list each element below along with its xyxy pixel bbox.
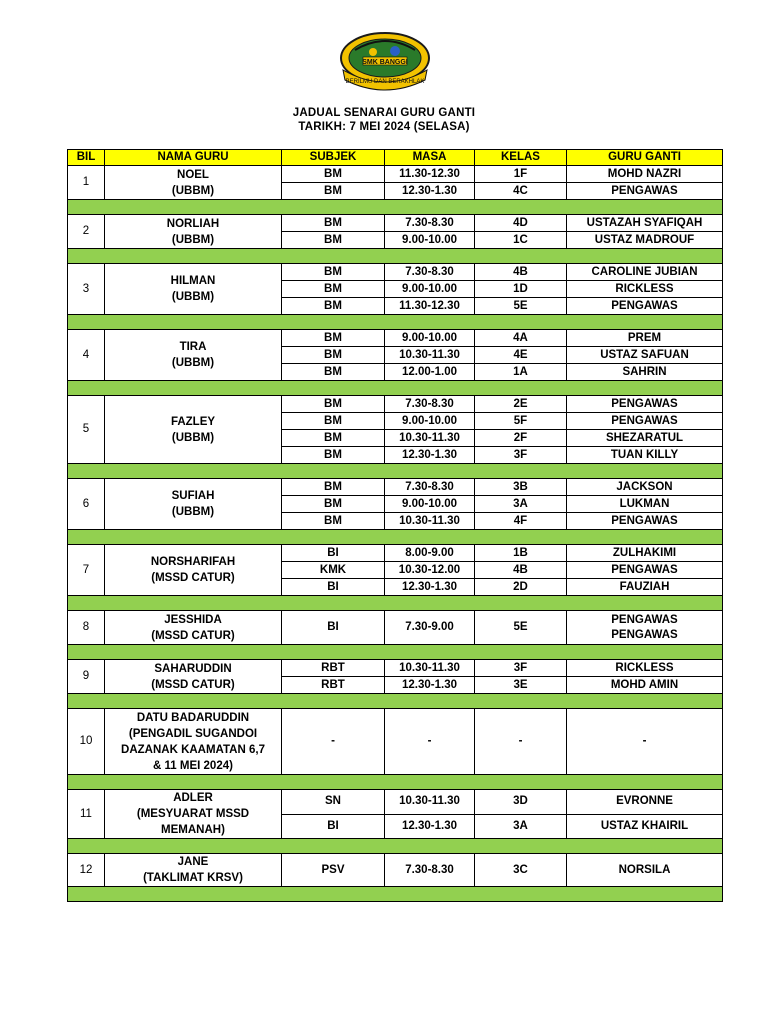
- time-cell: 7.30-8.30: [385, 854, 475, 887]
- subject-cell: BM: [282, 364, 385, 381]
- time-cell: 10.30-11.30: [385, 347, 475, 364]
- table-row: [68, 215, 723, 232]
- bil-cell: 7: [68, 545, 105, 596]
- relief-teacher-cell: USTAZ MADROUF: [567, 232, 723, 249]
- relief-teacher-cell: MOHD NAZRI: [567, 166, 723, 183]
- separator-row: [68, 200, 723, 215]
- relief-teacher-cell: -: [567, 709, 723, 775]
- table-row: [68, 545, 723, 562]
- separator-row: [68, 596, 723, 611]
- separator-cell: [68, 249, 723, 264]
- separator-cell: [68, 200, 723, 215]
- time-cell: 10.30-12.00: [385, 562, 475, 579]
- class-cell: 3C: [475, 854, 567, 887]
- teacher-name-line: (TAKLIMAT KRSV): [143, 872, 243, 884]
- teacher-name-line: FAZLEY: [170, 415, 216, 428]
- separator-row: [68, 694, 723, 709]
- teacher-name-line: MEMANAH): [161, 824, 225, 836]
- time-cell: 12.30-1.30: [385, 447, 475, 464]
- logo-school-name: SMK BANGGI: [362, 59, 408, 66]
- teacher-name-line: JANE: [177, 856, 209, 868]
- teacher-name-line: (UBBM): [171, 357, 215, 369]
- relief-teacher-line: PENGAWAS: [611, 628, 678, 641]
- time-cell: 7.30-8.30: [385, 215, 475, 232]
- time-cell: 9.00-10.00: [385, 413, 475, 430]
- header-row: [68, 150, 723, 166]
- relief-teacher-cell: PENGAWAS: [567, 396, 723, 413]
- class-cell: 1F: [475, 166, 567, 183]
- class-cell: 3F: [475, 660, 567, 677]
- teacher-name-cell: [105, 611, 282, 645]
- relief-teacher-cell: [567, 611, 723, 645]
- subject-cell: BM: [282, 298, 385, 315]
- time-cell: -: [385, 709, 475, 775]
- col-header-masa: MASA: [385, 150, 475, 166]
- teacher-name-line: DAZANAK KAAMATAN 6,7: [121, 743, 265, 756]
- date-line: TARIKH: 7 MEI 2024 (SELASA): [298, 121, 470, 133]
- separator-row: [68, 530, 723, 545]
- subject-cell: BM: [282, 183, 385, 200]
- separator-cell: [68, 839, 723, 854]
- class-cell: 4D: [475, 215, 567, 232]
- time-cell: 12.30-1.30: [385, 677, 475, 694]
- subject-cell: RBT: [282, 677, 385, 694]
- subject-cell: BM: [282, 347, 385, 364]
- time-cell: 9.00-10.00: [385, 232, 475, 249]
- separator-cell: [68, 775, 723, 790]
- separator-row: [68, 381, 723, 396]
- class-cell: 5E: [475, 298, 567, 315]
- class-cell: 2D: [475, 579, 567, 596]
- class-cell: 4B: [475, 264, 567, 281]
- subject-cell: BM: [282, 496, 385, 513]
- table-row: [68, 330, 723, 347]
- class-cell: -: [475, 709, 567, 775]
- teacher-name-line: TIRA: [179, 341, 207, 353]
- time-cell: 8.00-9.00: [385, 545, 475, 562]
- relief-teacher-cell: JACKSON: [567, 479, 723, 496]
- relief-teacher-cell: EVRONNE: [567, 790, 723, 815]
- subject-cell: BM: [282, 330, 385, 347]
- bil-cell: 5: [68, 396, 105, 464]
- table-row: [68, 660, 723, 677]
- relief-teacher-cell: PENGAWAS: [567, 413, 723, 430]
- separator-cell: [68, 887, 723, 902]
- teacher-name-cell: [105, 854, 282, 887]
- teacher-name-line: SUFIAH: [171, 490, 215, 502]
- page-title: JADUAL SENARAI GURU GANTI: [292, 107, 476, 119]
- table-row: [68, 611, 723, 645]
- subject-cell: BM: [282, 430, 385, 447]
- relief-teacher-cell: SAHRIN: [567, 364, 723, 381]
- teacher-name-cell: [105, 166, 282, 200]
- teacher-name-line: (UBBM): [171, 233, 215, 246]
- teacher-name-line: HILMAN: [170, 275, 216, 287]
- separator-cell: [68, 381, 723, 396]
- teacher-name-line: ADLER: [173, 792, 213, 804]
- teacher-name-cell: [105, 709, 282, 775]
- col-header-nama-guru: NAMA GURU: [105, 150, 282, 166]
- teacher-name-line: (PENGADIL SUGANDOI: [128, 727, 258, 740]
- teacher-name-line: NORSHARIFAH: [150, 556, 236, 568]
- subject-cell: KMK: [282, 562, 385, 579]
- teacher-name-line: (MSSD CATUR): [151, 678, 235, 691]
- time-cell: 12.30-1.30: [385, 183, 475, 200]
- separator-cell: [68, 315, 723, 330]
- teacher-name-line: NOEL: [177, 168, 209, 181]
- relief-teacher-cell: ZULHAKIMI: [567, 545, 723, 562]
- class-cell: 3A: [475, 496, 567, 513]
- separator-cell: [68, 530, 723, 545]
- relief-teacher-cell: PENGAWAS: [567, 183, 723, 200]
- time-cell: 10.30-11.30: [385, 513, 475, 530]
- teacher-name-line: DATU BADARUDDIN: [136, 711, 250, 724]
- subject-cell: BI: [282, 579, 385, 596]
- time-cell: 7.30-9.00: [385, 611, 475, 645]
- bil-cell: 6: [68, 479, 105, 530]
- class-cell: 4A: [475, 330, 567, 347]
- subject-cell: -: [282, 709, 385, 775]
- teacher-name-cell: [105, 660, 282, 694]
- bil-cell: 3: [68, 264, 105, 315]
- relief-teacher-cell: NORSILA: [567, 854, 723, 887]
- relief-teacher-cell: SHEZARATUL: [567, 430, 723, 447]
- col-header-kelas: KELAS: [475, 150, 567, 166]
- subject-cell: BM: [282, 264, 385, 281]
- table-row: [68, 264, 723, 281]
- logo-motto: BERILMU DAN BERAKHLAK: [345, 79, 425, 85]
- class-cell: 1C: [475, 232, 567, 249]
- subject-cell: BM: [282, 215, 385, 232]
- bil-cell: 11: [68, 790, 105, 839]
- separator-cell: [68, 464, 723, 479]
- class-cell: 5F: [475, 413, 567, 430]
- time-cell: 11.30-12.30: [385, 166, 475, 183]
- time-cell: 9.00-10.00: [385, 281, 475, 298]
- class-cell: 3D: [475, 790, 567, 815]
- subject-cell: BM: [282, 413, 385, 430]
- subject-cell: BI: [282, 611, 385, 645]
- teacher-name-cell: [105, 330, 282, 381]
- time-cell: 12.30-1.30: [385, 814, 475, 839]
- class-cell: 2F: [475, 430, 567, 447]
- separator-cell: [68, 694, 723, 709]
- teacher-name-line: SAHARUDDIN: [154, 662, 232, 675]
- time-cell: 7.30-8.30: [385, 396, 475, 413]
- relief-teacher-line: PENGAWAS: [611, 613, 678, 626]
- time-cell: 10.30-11.30: [385, 790, 475, 815]
- col-header-guru-ganti: GURU GANTI: [567, 150, 723, 166]
- class-cell: 4F: [475, 513, 567, 530]
- subject-cell: BM: [282, 232, 385, 249]
- bil-cell: 10: [68, 709, 105, 775]
- time-cell: 11.30-12.30: [385, 298, 475, 315]
- teacher-name-cell: [105, 545, 282, 596]
- teacher-name-cell: [105, 215, 282, 249]
- class-cell: 3E: [475, 677, 567, 694]
- relief-teacher-cell: PENGAWAS: [567, 513, 723, 530]
- bil-cell: 9: [68, 660, 105, 694]
- class-cell: 4B: [475, 562, 567, 579]
- time-cell: 12.00-1.00: [385, 364, 475, 381]
- subject-cell: RBT: [282, 660, 385, 677]
- table-row: [68, 166, 723, 183]
- teacher-name-line: JESSHIDA: [164, 613, 222, 626]
- relief-teacher-cell: RICKLESS: [567, 281, 723, 298]
- time-cell: 7.30-8.30: [385, 264, 475, 281]
- class-cell: 3B: [475, 479, 567, 496]
- separator-row: [68, 315, 723, 330]
- school-logo: [337, 30, 433, 92]
- relief-teacher-cell: LUKMAN: [567, 496, 723, 513]
- relief-teacher-cell: PREM: [567, 330, 723, 347]
- class-cell: 5E: [475, 611, 567, 645]
- relief-teacher-cell: CAROLINE JUBIAN: [567, 264, 723, 281]
- relief-teacher-cell: RICKLESS: [567, 660, 723, 677]
- time-cell: 12.30-1.30: [385, 579, 475, 596]
- subject-cell: BM: [282, 166, 385, 183]
- time-cell: 10.30-11.30: [385, 660, 475, 677]
- teacher-name-line: (MSSD CATUR): [151, 629, 235, 642]
- relief-teacher-cell: PENGAWAS: [567, 298, 723, 315]
- time-cell: 10.30-11.30: [385, 430, 475, 447]
- teacher-name-cell: [105, 264, 282, 315]
- table-row: [68, 396, 723, 413]
- class-cell: 1D: [475, 281, 567, 298]
- table-body: [68, 166, 723, 902]
- subject-cell: BM: [282, 447, 385, 464]
- table-row: [68, 854, 723, 887]
- relief-teacher-cell: USTAZ SAFUAN: [567, 347, 723, 364]
- class-cell: 3F: [475, 447, 567, 464]
- subject-cell: PSV: [282, 854, 385, 887]
- subject-cell: BM: [282, 281, 385, 298]
- class-cell: 1B: [475, 545, 567, 562]
- table-row: [68, 790, 723, 815]
- teacher-name-line: (UBBM): [171, 431, 215, 444]
- class-cell: 4C: [475, 183, 567, 200]
- relief-teacher-cell: TUAN KILLY: [567, 447, 723, 464]
- table-row: [68, 709, 723, 775]
- teacher-name-line: NORLIAH: [166, 217, 220, 230]
- subject-cell: BM: [282, 513, 385, 530]
- col-header-subjek: SUBJEK: [282, 150, 385, 166]
- time-cell: 9.00-10.00: [385, 496, 475, 513]
- relief-teacher-cell: USTAZAH SYAFIQAH: [567, 215, 723, 232]
- relief-teacher-table: [67, 149, 723, 902]
- bil-cell: 1: [68, 166, 105, 200]
- separator-row: [68, 887, 723, 902]
- relief-teacher-cell: PENGAWAS: [567, 562, 723, 579]
- teacher-name-cell: [105, 790, 282, 839]
- bil-cell: 2: [68, 215, 105, 249]
- time-cell: 7.30-8.30: [385, 479, 475, 496]
- subject-cell: BM: [282, 479, 385, 496]
- subject-cell: BM: [282, 396, 385, 413]
- teacher-name-line: (UBBM): [171, 291, 215, 303]
- table-row: [68, 479, 723, 496]
- teacher-name-cell: [105, 479, 282, 530]
- time-cell: 9.00-10.00: [385, 330, 475, 347]
- col-header-bil: BIL: [68, 150, 105, 166]
- class-cell: 2E: [475, 396, 567, 413]
- class-cell: 1A: [475, 364, 567, 381]
- separator-row: [68, 249, 723, 264]
- teacher-name-cell: [105, 396, 282, 464]
- teacher-name-line: (UBBM): [171, 506, 215, 518]
- subject-cell: BI: [282, 814, 385, 839]
- teacher-name-line: (UBBM): [171, 184, 215, 197]
- separator-cell: [68, 645, 723, 660]
- separator-row: [68, 839, 723, 854]
- bil-cell: 8: [68, 611, 105, 645]
- class-cell: 3A: [475, 814, 567, 839]
- teacher-name-line: (MESYUARAT MSSD: [136, 808, 250, 820]
- separator-row: [68, 775, 723, 790]
- teacher-name-line: & 11 MEI 2024): [153, 759, 233, 772]
- subject-cell: BI: [282, 545, 385, 562]
- relief-teacher-cell: MOHD AMIN: [567, 677, 723, 694]
- relief-teacher-cell: USTAZ KHAIRIL: [567, 814, 723, 839]
- separator-row: [68, 645, 723, 660]
- bil-cell: 12: [68, 854, 105, 887]
- separator-row: [68, 464, 723, 479]
- bil-cell: 4: [68, 330, 105, 381]
- relief-teacher-cell: FAUZIAH: [567, 579, 723, 596]
- subject-cell: SN: [282, 790, 385, 815]
- class-cell: 4E: [475, 347, 567, 364]
- separator-cell: [68, 596, 723, 611]
- teacher-name-line: (MSSD CATUR): [151, 572, 235, 584]
